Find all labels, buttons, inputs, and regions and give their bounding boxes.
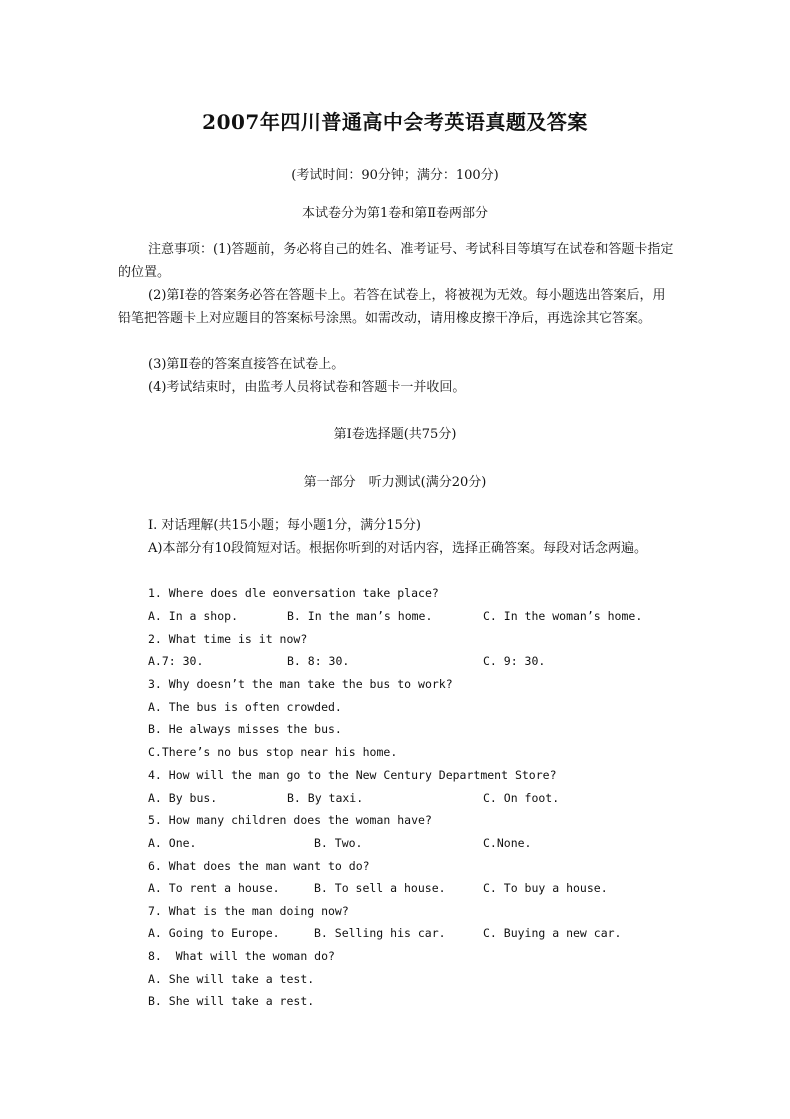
q7-option-c: C. Buying a new car. bbox=[483, 926, 622, 940]
q8-option-b: B. She will take a rest. bbox=[148, 994, 315, 1008]
part-1-heading: 第一部分 听力测试(满分20分) bbox=[303, 475, 487, 490]
q2-option-c: C. 9: 30. bbox=[483, 654, 546, 668]
q3-option-a: A. The bus is often crowded. bbox=[148, 700, 342, 714]
q3-option-c: C.There’s no bus stop near his home. bbox=[148, 745, 398, 759]
question-8: 8. What will the woman do? bbox=[148, 949, 335, 963]
q4-option-c: C. On foot. bbox=[483, 791, 560, 805]
q4-option-a: A. By bus. bbox=[148, 791, 218, 805]
question-5: 5. How many children does the woman have? bbox=[148, 813, 432, 827]
q5-option-c: C.None. bbox=[483, 836, 532, 850]
q6-option-a: A. To rent a house. bbox=[148, 881, 280, 895]
question-1: 1. Where does dle eonversation take place? bbox=[148, 586, 439, 600]
q5-option-b: B. Two. bbox=[314, 836, 363, 850]
note-3: (3)第Ⅱ卷的答案直接答在试卷上。 bbox=[148, 357, 345, 372]
volume-1-heading: 第Ⅰ卷选择题(共75分) bbox=[333, 427, 457, 442]
q2-option-a: A.7: 30. bbox=[148, 654, 204, 668]
structure-note: 本试卷分为第1卷和第Ⅱ卷两部分 bbox=[301, 206, 489, 221]
note-1: 注意事项：(1)答题前，务必将自己的姓名、准考证号、考试科目等填写在试卷和答题卡指定的位置。 bbox=[118, 242, 674, 280]
q1-option-b: B. In the man’s home. bbox=[287, 609, 433, 623]
exam-subtitle: (考试时间：90分钟；满分：100分) bbox=[291, 168, 499, 183]
question-4: 4. How will the man go to the New Century Department Store? bbox=[148, 768, 557, 782]
q1-option-c: C. In the woman’s home. bbox=[483, 609, 643, 623]
question-6: 6. What does the man want to do? bbox=[148, 859, 370, 873]
question-7: 7. What is the man doing now? bbox=[148, 904, 349, 918]
q8-option-a: A. She will take a test. bbox=[148, 972, 315, 986]
q2-option-b: B. 8: 30. bbox=[287, 654, 350, 668]
q5-option-a: A. One. bbox=[148, 836, 197, 850]
q6-option-b: B. To sell a house. bbox=[314, 881, 446, 895]
q6-option-c: C. To buy a house. bbox=[483, 881, 608, 895]
note-2: (2)第Ⅰ卷的答案务必答在答题卡上。若答在试卷上，将被视为无效。每小题选出答案后，用铅笔把答题卡上对应题目的答案标号涂黑。如需改动，请用橡皮擦干净后，再选涂其它答案。 bbox=[118, 288, 666, 326]
note-4: (4)考试结束时，由监考人员将试卷和答题卡一并收回。 bbox=[148, 380, 466, 395]
section-1-heading: Ⅰ. 对话理解(共15小题；每小题1分，满分15分) bbox=[148, 518, 421, 533]
q4-option-b: B. By taxi. bbox=[287, 791, 364, 805]
section-1-intro: A)本部分有10段简短对话。根据你听到的对话内容，选择正确答案。每段对话念两遍。 bbox=[148, 541, 648, 556]
q1-option-a: A. In a shop. bbox=[148, 609, 239, 623]
question-3: 3. Why doesn’t the man take the bus to work? bbox=[148, 677, 453, 691]
question-2: 2. What time is it now? bbox=[148, 632, 308, 646]
q3-option-b: B. He always misses the bus. bbox=[148, 722, 342, 736]
q7-option-a: A. Going to Europe. bbox=[148, 926, 280, 940]
q7-option-b: B. Selling his car. bbox=[314, 926, 446, 940]
page-title: 2007年四川普通高中会考英语真题及答案 bbox=[202, 110, 588, 134]
